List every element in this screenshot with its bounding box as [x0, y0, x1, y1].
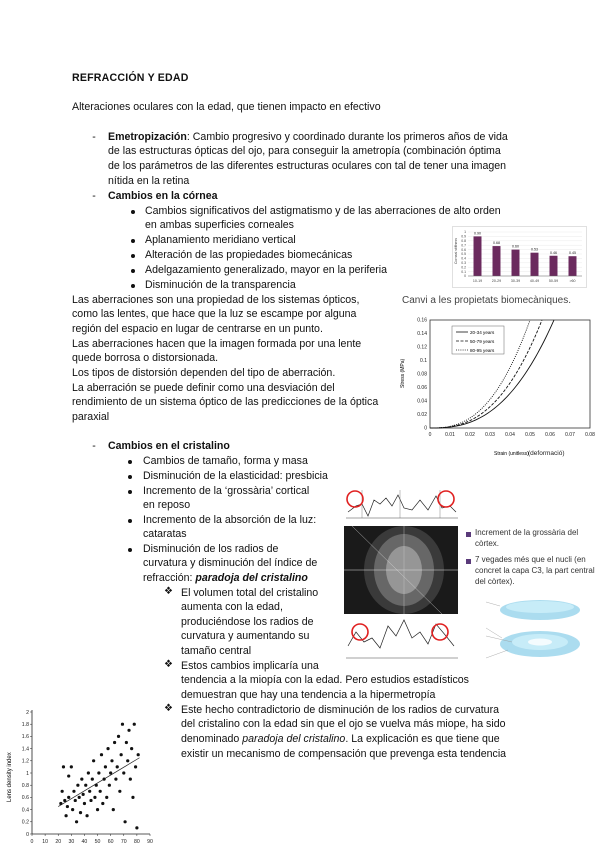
scatter-point: [78, 796, 81, 799]
scatter-point: [97, 771, 100, 774]
scatter-point: [99, 790, 102, 793]
scatter-point: [109, 771, 112, 774]
bar-ytick-label: 0.9: [461, 234, 466, 239]
scatter-ytick-label: 2: [26, 709, 29, 716]
page-title: REFRACCIÓN Y EDAD: [72, 72, 189, 84]
note-1a: Increment de la grossària del: [475, 528, 579, 537]
scatter-point: [80, 778, 83, 781]
bullet-dot: [131, 210, 135, 214]
cornea-heading: Cambios en la córnea: [108, 190, 218, 202]
cristalino-sub-1d: curvatura y aumentando su: [181, 630, 310, 642]
scatter-point: [103, 778, 106, 781]
bar-10-19: [474, 236, 482, 276]
scatter-point: [95, 784, 98, 787]
scatter-point: [79, 811, 82, 814]
scatter-point: [59, 802, 62, 805]
stress-ytick-label: 0.12: [417, 344, 427, 351]
bar-value-label: 0.45: [569, 251, 576, 256]
stress-ytick-label: 0.16: [417, 317, 427, 324]
scatter-point: [61, 790, 64, 793]
aberr-line5: quede borrosa o distorsionada.: [72, 352, 219, 364]
emetro-line1: Emetropización: Cambio progresivo y coordinado durante los primeros años de vida: [108, 131, 508, 143]
cornea-bullet-1b: en ambas superficies corneales: [145, 219, 294, 231]
scatter-point: [96, 808, 99, 811]
aberr-line3: región del espacio en lugar de centrarse en un punto.: [72, 323, 323, 335]
bullet-dot: [131, 254, 135, 258]
bar-ytick-label: 0.1: [461, 269, 466, 274]
bar->60: [569, 256, 577, 276]
diamond-bullet: ❖: [164, 586, 173, 597]
scatter-xtick-label: 80: [133, 839, 140, 845]
bar-ytick-label: 0.3: [461, 261, 466, 265]
scatter-xtick-label: 70: [120, 839, 127, 845]
dash-bullet: -: [92, 440, 96, 452]
cornea-bullet-3: Alteración de las propiedades biomecánicas: [145, 249, 353, 261]
scatter-point: [67, 774, 70, 777]
cristalino-bullet-3a: Incremento de la ‘grossària’ cortical: [143, 485, 310, 497]
legend-3: 80-95 years: [470, 348, 495, 353]
bar-xtick-label: 20-29: [491, 279, 502, 283]
corneal-bar-chart: [452, 226, 587, 288]
stress-ytick-label: 0.04: [417, 398, 427, 405]
stress-ytick-label: 0.06: [417, 385, 427, 392]
strain-xtick-label: 0: [428, 432, 432, 438]
emetro-line3: de los parámetros de las diferentes estructuras oculares con tal de tener una imagen: [108, 160, 507, 172]
scatter-point: [67, 796, 70, 799]
diamond-bullet: ❖: [164, 703, 173, 714]
scatter-xtick-label: 60: [107, 839, 114, 845]
cornea-bullet-2: Aplanamiento meridiano vertical: [145, 234, 296, 246]
scatter-point: [110, 759, 113, 762]
bar-ytick-label: 0.4: [461, 256, 466, 261]
bar-ytick-label: 1: [464, 230, 466, 235]
scatter-point: [63, 799, 66, 802]
aberr-line1: Las aberraciones son una propiedad de los sistemas ópticos,: [72, 294, 360, 306]
cristalino-bullet-2: Disminución de la elasticidad: presbicia: [143, 470, 328, 482]
scatter-point: [105, 796, 108, 799]
note-square-1: [466, 532, 471, 537]
bar-xtick-label: 30-39: [510, 279, 521, 283]
scatter-ytick-label: 1.4: [21, 746, 29, 753]
scatter-point: [108, 784, 111, 787]
stress-ytick-label: 0.1: [420, 358, 427, 365]
scatter-ylabel: Lens density index: [7, 752, 13, 802]
scatter-point: [70, 765, 73, 768]
scatter-point: [72, 790, 75, 793]
legend-2: 50-79 years: [470, 339, 495, 344]
scatter-point: [101, 802, 104, 805]
strain-xtick-label: 0.01: [445, 432, 455, 438]
scatter-point: [71, 808, 74, 811]
scatter-ytick-label: 1.2: [21, 758, 29, 765]
scatter-point: [122, 771, 125, 774]
strain-xlabel: Strain (unitless): [494, 451, 529, 457]
strain-xtick-label: 0.03: [485, 432, 495, 438]
scatter-xtick-label: 50: [94, 839, 101, 845]
lens-densitometry-figure: [342, 486, 460, 664]
scatter-point: [131, 796, 134, 799]
cristalino-bullet-4b: cataratas: [143, 528, 187, 540]
strain-xtick-label: 0.05: [525, 432, 535, 438]
bar-ytick-label: 0: [464, 274, 466, 279]
scatter-ytick-label: 0.6: [21, 795, 29, 802]
bar-50-59: [550, 256, 558, 276]
scatter-point: [75, 820, 78, 823]
scatter-point: [89, 799, 92, 802]
emetro-line4: nítida en la retina: [108, 175, 190, 187]
scatter-point: [93, 796, 96, 799]
bullet-dot: [128, 460, 132, 464]
cristalino-sub-3a: Este hecho contradictorio de disminución de los radios de curvatura: [181, 704, 499, 716]
bullet-dot: [128, 475, 132, 479]
lens-layers-illustration: [478, 588, 588, 664]
scatter-xtick-label: 40: [81, 839, 88, 845]
bar-xtick-label: >60: [569, 279, 576, 283]
scatter-point: [87, 771, 90, 774]
bar-ytick-label: 0.8: [461, 239, 466, 243]
cristalino-sub-1c: produciéndose los radios de: [181, 616, 314, 628]
scatter-point: [130, 747, 133, 750]
scatter-point: [92, 759, 95, 762]
stress-ylabel: Stress (MPa): [400, 358, 406, 388]
scatter-point: [104, 765, 107, 768]
bar-30-39: [512, 250, 520, 276]
scatter-point: [83, 802, 86, 805]
scatter-trendline: [58, 758, 139, 807]
stress-strain-chart: [396, 312, 596, 464]
note-2c: del còrtex).: [475, 577, 515, 586]
scatter-xtick-label: 10: [42, 839, 49, 845]
strain-xtick-label: 0.07: [565, 432, 575, 438]
strain-xlabel-translation: (deformació): [528, 450, 565, 457]
aberr-line7: La aberración se puede definir como una desviación del: [72, 382, 335, 394]
bar-40-49: [531, 253, 539, 276]
bar-ytick-label: 0.5: [461, 252, 466, 257]
scatter-xtick-label: 30: [68, 839, 75, 845]
bar-value-label: 0.90: [474, 231, 481, 236]
aberr-line4: Las aberraciones hacen que la imagen formada por una lente: [72, 338, 362, 350]
scatter-xtick-label: 90: [147, 839, 153, 845]
scatter-point: [125, 741, 128, 744]
note-2a: 7 vegades més que el nucli (en: [475, 555, 586, 564]
scatter-point: [112, 808, 115, 811]
bar-ytick-label: 0.6: [461, 247, 466, 252]
note-1b: còrtex.: [475, 539, 500, 548]
stress-ytick-label: 0.02: [417, 412, 427, 419]
scatter-point: [88, 790, 91, 793]
bar-value-label: 0.60: [512, 244, 519, 249]
stress-ytick-label: 0.14: [417, 331, 427, 338]
strain-xtick-label: 0.08: [585, 432, 595, 438]
bullet-dot: [131, 239, 135, 243]
scatter-point: [85, 814, 88, 817]
scatter-ytick-label: 1.6: [21, 734, 29, 741]
scatter-point: [114, 778, 117, 781]
scatter-point: [135, 826, 138, 829]
scatter-point: [118, 790, 121, 793]
cristalino-bullet-3b: en reposo: [143, 499, 191, 511]
bullet-dot: [128, 519, 132, 523]
scatter-ytick-label: 0.2: [21, 819, 29, 826]
bullet-dot: [128, 490, 132, 494]
note-square-2: [466, 559, 471, 564]
bar-value-label: 0.68: [493, 241, 500, 246]
aberr-line9: paraxial: [72, 411, 110, 423]
stress-ytick-label: 0: [424, 425, 427, 432]
cristalino-sub-1a: El volumen total del cristalino: [181, 587, 319, 599]
scatter-point: [117, 735, 120, 738]
cornea-bullet-5: Disminución de la transparencia: [145, 279, 296, 291]
bar-xtick-label: 10-19: [472, 279, 483, 283]
scatter-point: [64, 814, 67, 817]
aberr-line6: Los tipos de distorsión dependen del tipo de aberración.: [72, 367, 336, 379]
bar-ytick-label: 0.2: [461, 265, 466, 270]
emetro-line2: de las estructuras ópticas del ojo, para conseguir la ametropía (combinación óptima: [108, 145, 501, 157]
scatter-point: [74, 799, 77, 802]
scatter-point: [120, 753, 123, 756]
scatter-point: [84, 784, 87, 787]
bullet-dot: [131, 284, 135, 288]
cristalino-sub-2b: tendencia a la miopía con la edad. Pero estudios estadísticos: [181, 674, 469, 686]
bar-ytick-label: 0.7: [461, 243, 466, 248]
strain-xtick-label: 0.02: [465, 432, 475, 438]
cristalino-sub-3b: del cristalino con la edad sin que el ojo se vuelva más miope, ha sido: [181, 718, 506, 730]
bar-value-label: 0.53: [531, 247, 538, 252]
scatter-point: [133, 723, 136, 726]
bar-xtick-label: 50-59: [548, 279, 559, 283]
scatter-point: [100, 753, 103, 756]
scatter-point: [66, 805, 69, 808]
cristalino-bullet-5c: refracción: paradoja del cristalino: [143, 572, 308, 584]
note-2b: concret la capa C3, la part central: [475, 566, 595, 575]
scatter-point: [116, 765, 119, 768]
scatter-point: [126, 759, 129, 762]
bar-ylabel: Corneal stiffness: [454, 237, 458, 264]
scatter-xtick-label: 0: [30, 839, 34, 845]
lens-density-scatter: [2, 706, 154, 848]
scatter-xtick-label: 20: [55, 839, 62, 845]
strain-xtick-label: 0.04: [505, 432, 515, 438]
bullet-dot: [128, 548, 132, 552]
legend-1: 20-34 years: [470, 330, 495, 335]
aberr-line8: rendimiento de un sistema óptico de las predicciones de la óptica: [72, 396, 379, 408]
cristalino-sub-2c: demuestran que hay una tendencia a la hipermetropía: [181, 689, 436, 701]
scatter-ytick-label: 0.8: [21, 783, 29, 789]
scatter-ytick-label: 0.4: [21, 807, 29, 814]
cristalino-sub-2a: Estos cambios implicaría una: [181, 660, 319, 672]
strain-xtick-label: 0.06: [545, 432, 555, 438]
scatter-ytick-label: 0: [26, 831, 29, 838]
scatter-ytick-label: 1: [26, 770, 29, 777]
cristalino-sub-3c: denominado paradoja del cristalino. La explicación es que tiene que: [181, 733, 500, 745]
scatter-point: [121, 723, 124, 726]
cristalino-heading: Cambios en el cristalino: [108, 440, 230, 452]
bullet-dot: [131, 269, 135, 273]
diamond-bullet: ❖: [164, 659, 173, 670]
bar-20-29: [493, 246, 501, 276]
scatter-ytick-label: 1.8: [21, 722, 29, 728]
bar-xtick-label: 40-49: [529, 279, 540, 283]
scatter-point: [82, 793, 85, 796]
scatter-point: [137, 753, 140, 756]
cristalino-sub-1b: aumenta con la edad,: [181, 601, 283, 613]
intro-text: Alteraciones oculares con la edad, que tienen impacto en efectivo: [72, 101, 381, 113]
scatter-point: [106, 747, 109, 750]
scatter-point: [127, 729, 130, 732]
cristalino-bullet-5a: Disminución de los radios de: [143, 543, 279, 555]
bar-value-label: 0.46: [550, 250, 557, 255]
scatter-point: [123, 820, 126, 823]
stress-ytick-label: 0.08: [417, 371, 427, 378]
cornea-bullet-4: Adelgazamiento generalizado, mayor en la periferia: [145, 264, 388, 276]
scatter-point: [134, 765, 137, 768]
cornea-bullet-1a: Cambios significativos del astigmatismo y de las aberraciones de alto orden: [145, 205, 501, 217]
dash-bullet: -: [92, 131, 96, 143]
biomech-caption: Canvi a les propietats biomecàniques.: [402, 295, 571, 306]
cristalino-bullet-5b: curvatura y disminución del índice de: [143, 557, 318, 569]
scatter-point: [113, 741, 116, 744]
dash-bullet: -: [92, 190, 96, 202]
scatter-point: [129, 778, 132, 781]
scatter-point: [91, 778, 94, 781]
aberr-line2: como las lentes, que hace que la luz se escampe por alguna: [72, 308, 357, 320]
scatter-point: [76, 784, 79, 787]
scatter-point: [62, 765, 65, 768]
cristalino-sub-1e: tamaño central: [181, 645, 252, 657]
cristalino-sub-3e: existir un mecanismo de compensación que prevenga esta tendencia: [181, 748, 507, 760]
cristalino-bullet-1: Cambios de tamaño, forma y masa: [143, 455, 308, 467]
cristalino-bullet-4a: Incremento de la absorción de la luz:: [143, 514, 317, 526]
